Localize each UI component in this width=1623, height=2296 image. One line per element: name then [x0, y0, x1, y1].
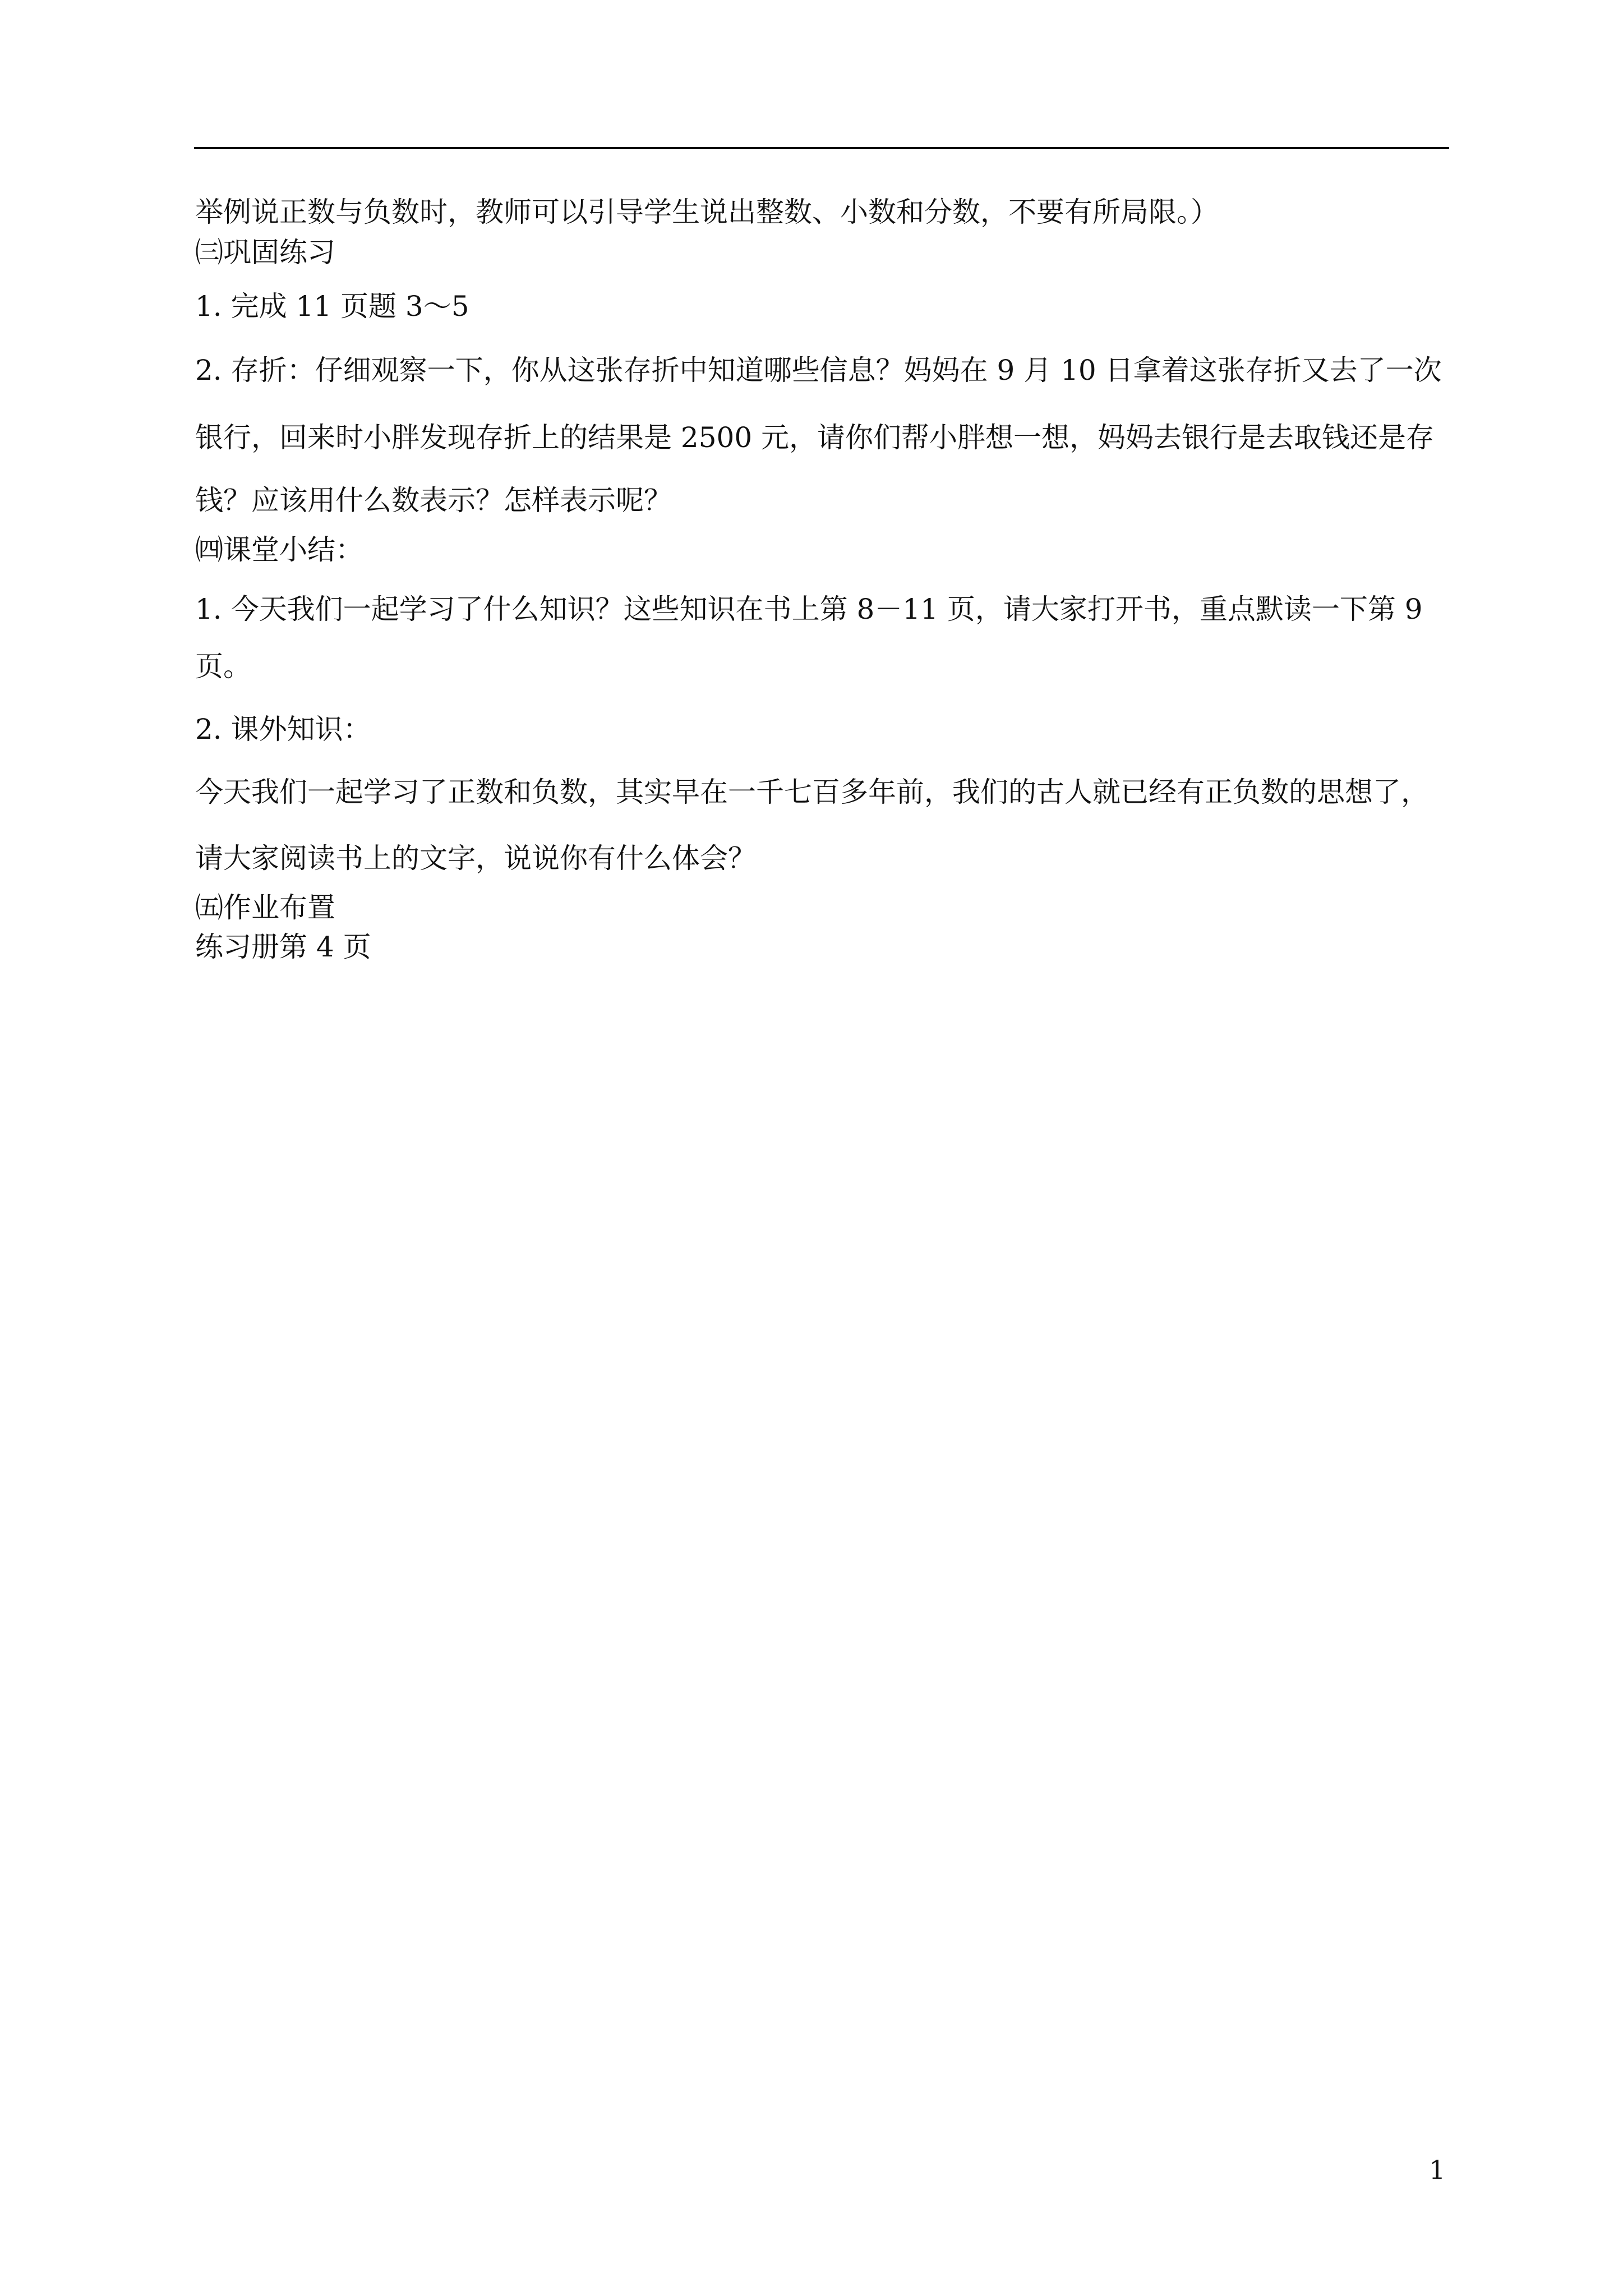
list-item-2: 2. 存折：仔细观察一下，你从这张存折中知道哪些信息？妈妈在 9 月 10 日拿着这张存折又去了一次: [195, 354, 1442, 386]
list-item-1: 1. 完成 11 页题 3～5: [195, 290, 469, 323]
summary-item-2: 2. 课外知识：: [195, 713, 371, 746]
paragraph-extra-knowledge-cont: 请大家阅读书上的文字，说说你有什么体会？: [195, 842, 756, 875]
summary-item-1: 1. 今天我们一起学习了什么知识？这些知识在书上第 8－11 页，请大家打开书，重点默读一下第 9: [195, 593, 1423, 625]
section-heading-homework: ㈤作业布置: [195, 891, 335, 924]
list-item-2-cont: 银行，回来时小胖发现存折上的结果是 2500 元，请你们帮小胖想一想，妈妈去银行是去取钱还是存: [195, 421, 1435, 454]
summary-item-1-cont: 页。: [195, 650, 251, 683]
text-line-continuation: 举例说正数与负数时，教师可以引导学生说出整数、小数和分数，不要有所局限。）: [195, 196, 1219, 228]
paragraph-extra-knowledge: 今天我们一起学习了正数和负数，其实早在一千七百多年前，我们的古人就已经有正负数的思想了，: [195, 776, 1429, 808]
page-number: 1: [1429, 2155, 1446, 2185]
header-rule: [194, 147, 1449, 149]
list-item-2-cont: 钱？应该用什么数表示？怎样表示呢？: [195, 484, 672, 517]
homework-text: 练习册第 4 页: [195, 931, 371, 963]
section-heading-summary: ㈣课堂小结：: [195, 533, 363, 566]
section-heading-practice: ㈢巩固练习: [195, 236, 335, 269]
